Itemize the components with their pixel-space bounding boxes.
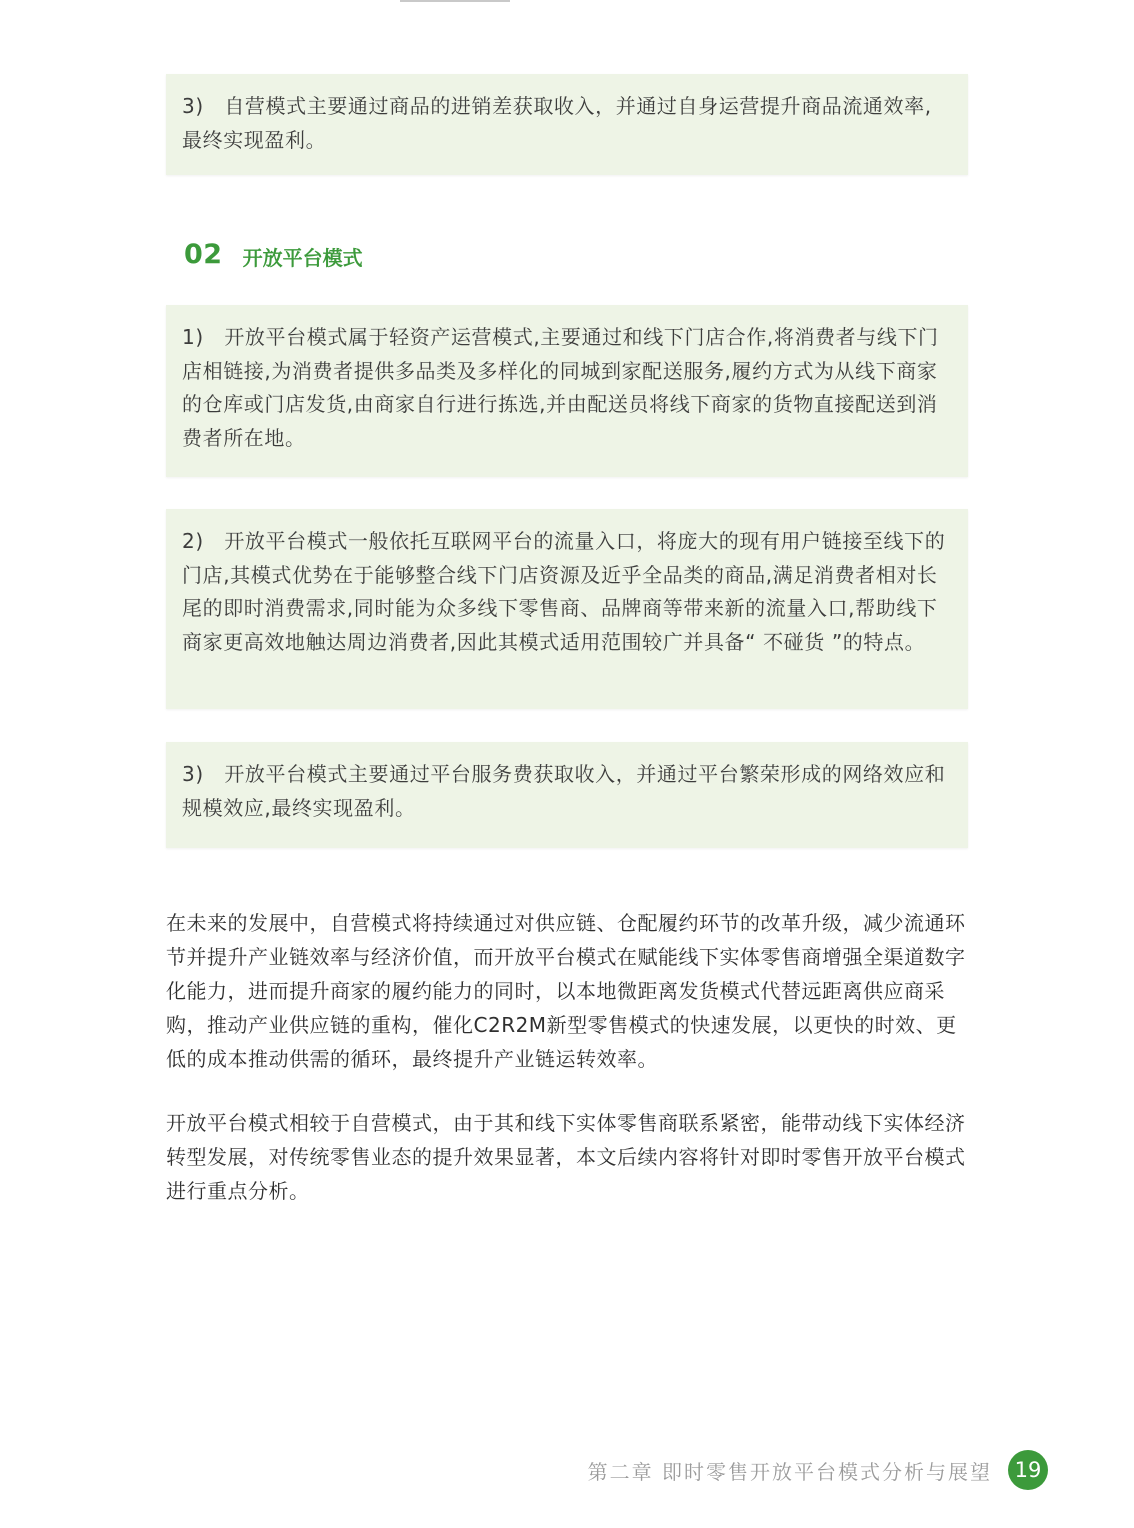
- open-platform-item-2-box: [166, 509, 968, 709]
- section-number: 02: [184, 238, 223, 270]
- body-paragraph-1: 在未来的发展中，自营模式将持续通过对供应链、仓配履约环节的改革升级，减少流通环节并提升产业链效率与经济价值，而开放平台模式在赋能线下实体零售商增强全渠道数字化能力，进而提升商家的履约能力的同时，以本地微距离发货模式代替远距离供应商采购，推动产业供应链的重构，催化C2R2M新型零售模式的快速发展，以更快的时效、更低的成本推动供需的循环，最终提升产业链运转效率。: [166, 911, 966, 1071]
- open-platform-item-1-text: 1) 开放平台模式属于轻资产运营模式,主要通过和线下门店合作,将消费者与线下门店相链接,为消费者提供多品类及多样化的同城到家配送服务,履约方式为从线下商家的仓库或门店发货,由商家自行进行拣选,并由配送员将线下商家的货物直接配送到消费者所在地。: [182, 325, 939, 450]
- page-footer: [588, 1450, 1048, 1490]
- page-number-badge: 19: [1008, 1450, 1048, 1490]
- section-title: 开放平台模式: [242, 245, 363, 270]
- open-platform-item-1-box: [166, 305, 968, 477]
- self-op-item-3-text: 3) 自营模式主要通过商品的进销差获取收入，并通过自身运营提升商品流通效率,最终实现盈利。: [182, 94, 932, 152]
- open-platform-item-3-box: [166, 742, 968, 848]
- section-heading: [184, 234, 363, 274]
- chapter-title: 第二章 即时零售开放平台模式分析与展望: [587, 1459, 992, 1484]
- self-op-item-3-box: [166, 74, 968, 175]
- body-paragraph-2: 开放平台模式相较于自营模式，由于其和线下实体零售商联系紧密，能带动线下实体经济转型发展，对传统零售业态的提升效果显著，本文后续内容将针对即时零售开放平台模式进行重点分析。: [166, 1111, 966, 1203]
- open-platform-item-2-text: 2) 开放平台模式一般依托互联网平台的流量入口，将庞大的现有用户链接至线下的门店,其模式优势在于能够整合线下门店资源及近乎全品类的商品,满足消费者相对长尾的即时消费需求,同时能为众多线下零售商、品牌商等带来新的流量入口,帮助线下商家更高效地触达周边消费者,因此其模式适用范围较广并具备“ 不碰货 ”的特点。: [182, 529, 946, 654]
- open-platform-item-3-text: 3) 开放平台模式主要通过平台服务费获取收入，并通过平台繁荣形成的网络效应和规模效应,最终实现盈利。: [182, 762, 946, 820]
- cut-off-previous-text: [400, 0, 730, 4]
